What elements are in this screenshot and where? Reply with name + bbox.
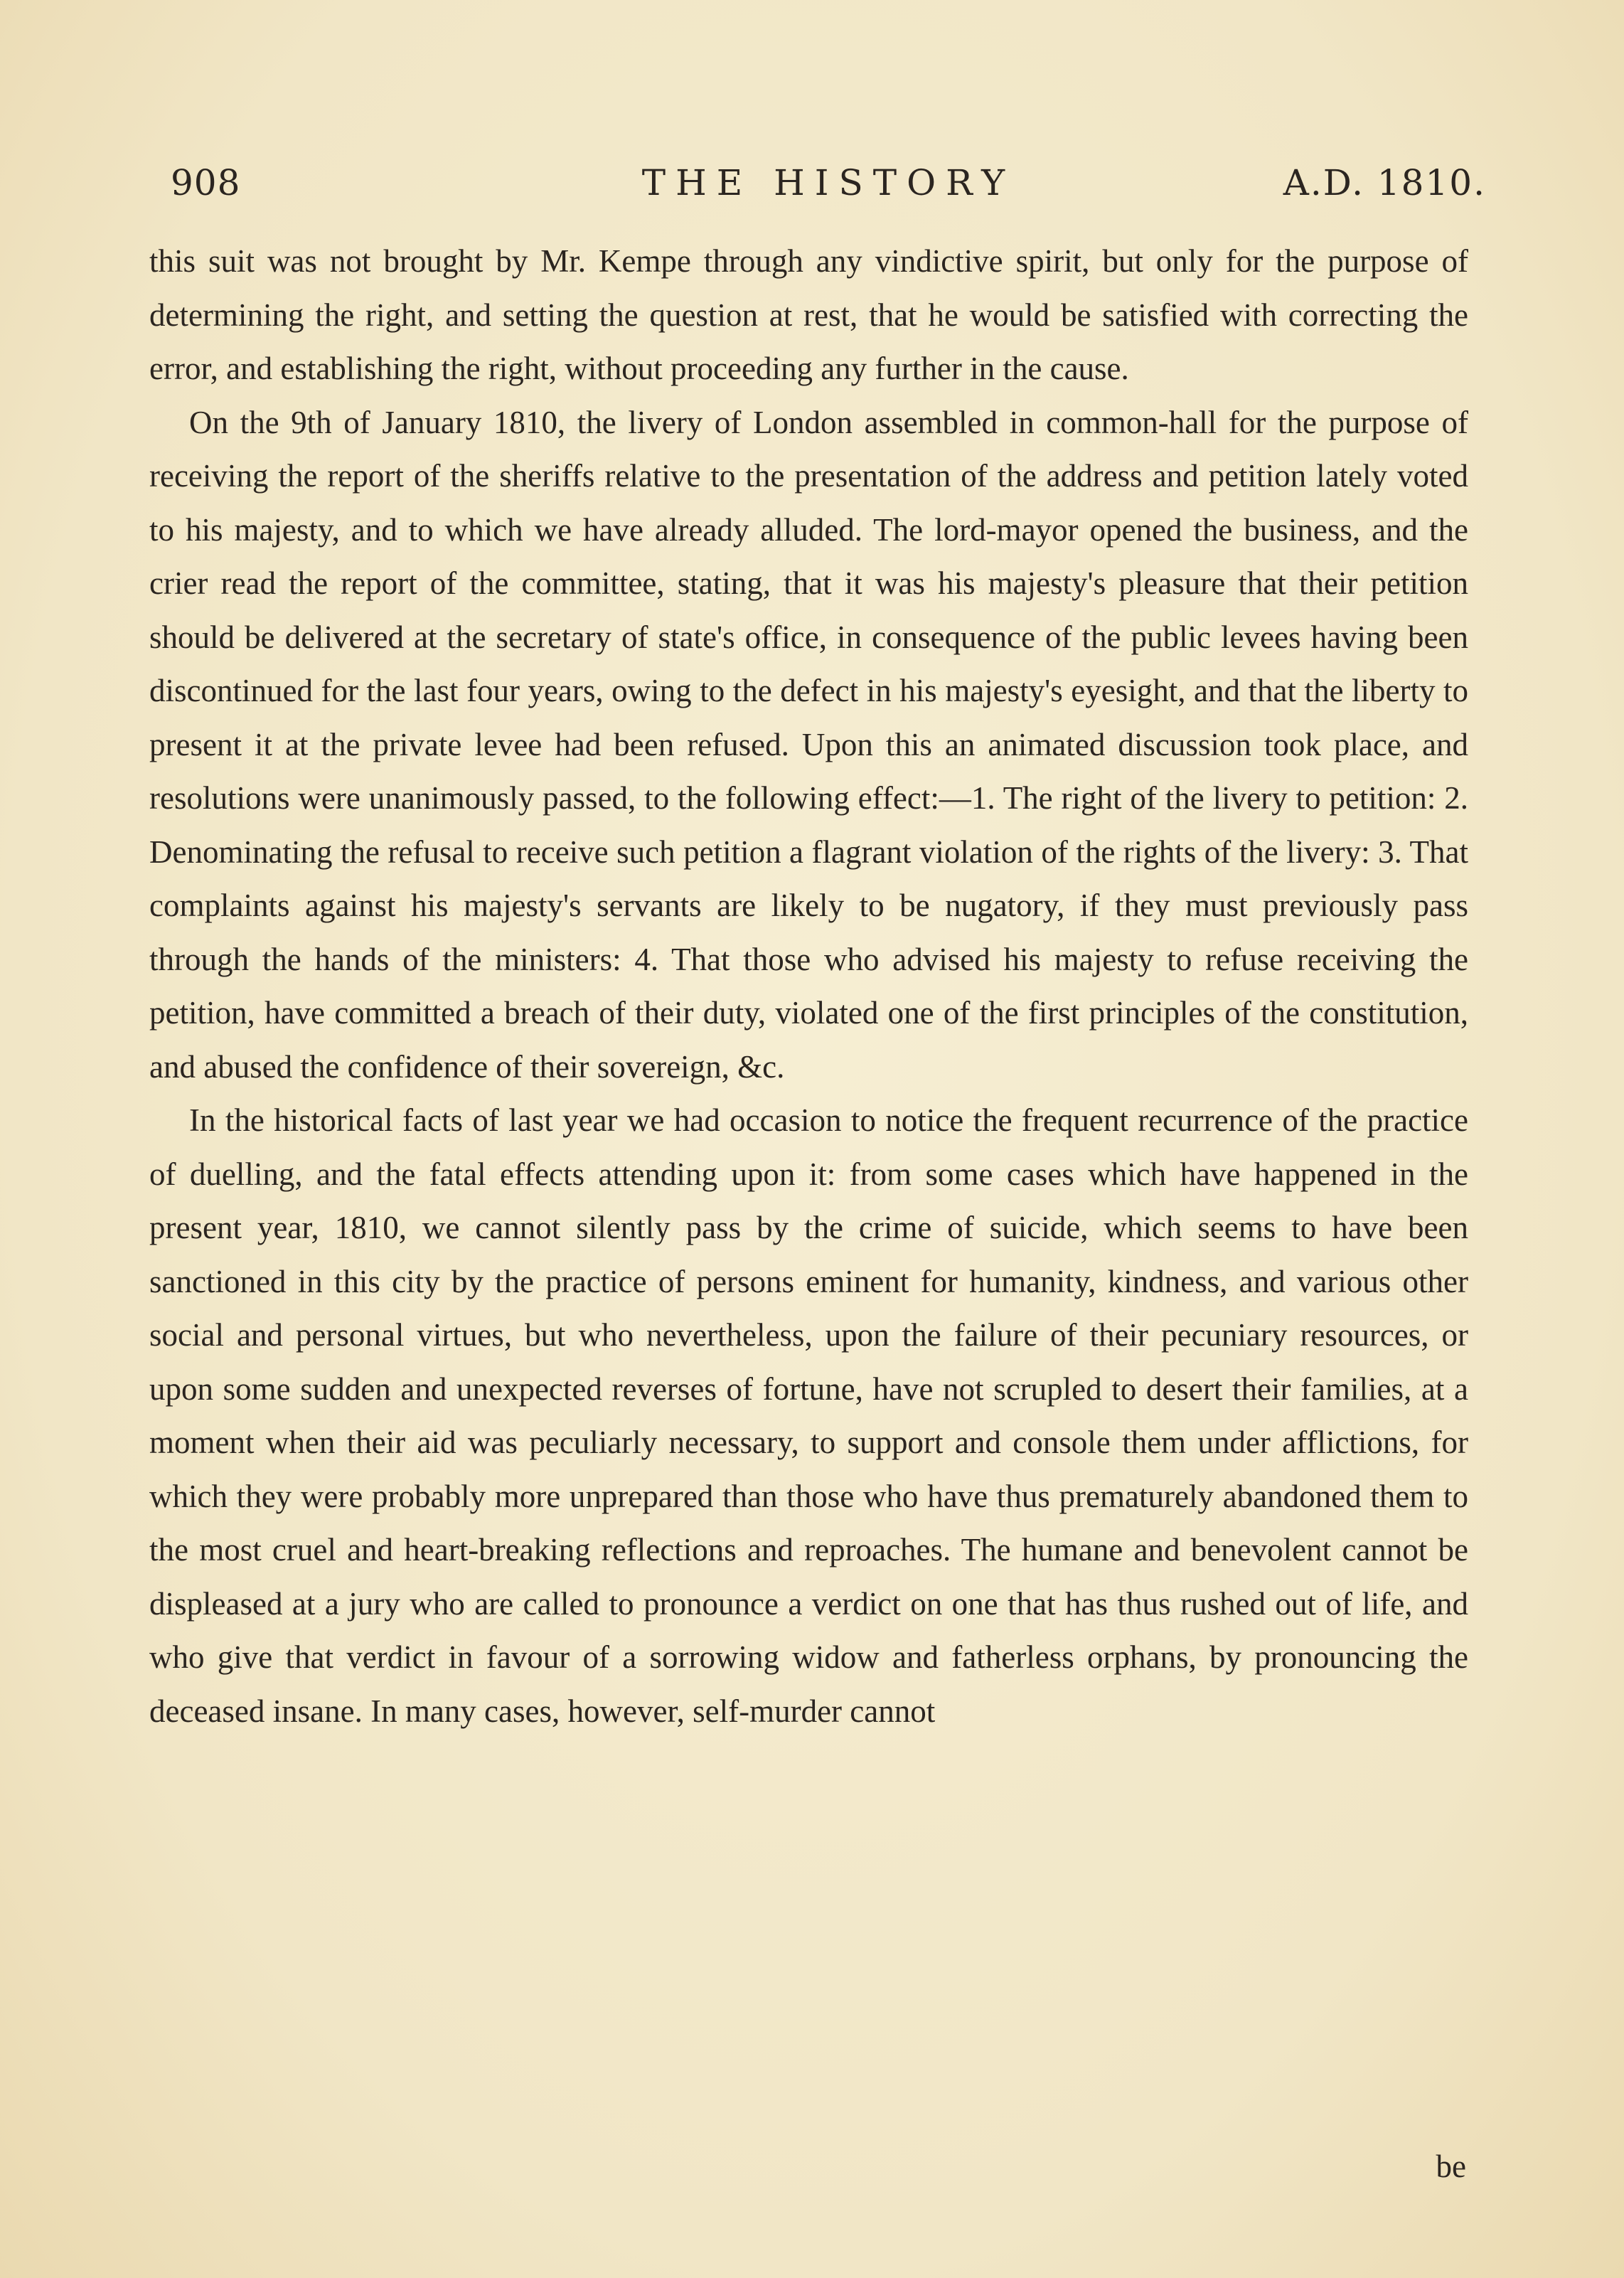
paragraph-continuation: this suit was not brought by Mr. Kempe through any vindictive spirit, but only for the purpose of determining the right, and setting the question at rest, that he would be satisfied with correcting the error, and establishing the right, without proceeding any further in the cause. [149, 243, 1468, 386]
page-header [171, 162, 1486, 212]
page-number: 908 [171, 162, 241, 203]
catchword: be [1436, 2149, 1466, 2184]
paragraph-common-hall: On the 9th of January 1810, the livery of London assembled in common-hall for the purpose of receiving the report of the sheriffs relative to the presentation of the address and petition lately voted to his majesty, and to which we have already alluded. The lord-mayor opened the business, and the crier read the report of the committee, stating, that it was his majesty's pleasure that their petition should be delivered at the secretary of state's office, in consequence of the public levees having been discontinued for the last four years, owing to the defect in his majesty's eyesight, and that the liberty to present it at the private levee had been refused. Upon this an animated discussion took place, and resolutions were unanimously passed, to the following effect:—1. The right of the livery to petition: 2. Denominating the refusal to receive such petition a flagrant violation of the rights of the livery: 3. That complaints against his majesty's servants are likely to be nugatory, if they must previously pass through the hands of the ministers: 4. That those who advised his majesty to refuse receiving the petition, have committed a breach of their duty, violated one of the first principles of the constitution, and abused the confidence of their sovereign, &c. [149, 404, 1468, 1085]
body-text [149, 235, 1468, 1738]
paragraph-suicide: In the historical facts of last year we had occasion to notice the frequent recurrence of the practice of duelling, and the fatal effects attending upon it: from some cases which have happened in the present year, 1810, we cannot silently pass by the crime of suicide, which seems to have been sanctioned in this city by the practice of persons eminent for humanity, kindness, and various other social and personal virtues, but who nevertheless, upon the failure of their pecuniary resources, or upon some sudden and unexpected reverses of fortune, have not scrupled to desert their families, at a moment when their aid was peculiarly necessary, to support and console them under afflictions, for which they were probably more unprepared than those who have thus prematurely abandoned them to the most cruel and heart-breaking reflections and reproaches. The humane and benevolent cannot be displeased at a jury who are called to pronounce a verdict on one that has thus rushed out of life, and who give that verdict in favour of a sorrowing widow and fatherless orphans, by pronouncing the deceased insane. In many cases, however, self-murder cannot [149, 1102, 1468, 1729]
running-title: THE HISTORY [641, 162, 1015, 203]
running-date: A.D. 1810. [1283, 162, 1486, 203]
